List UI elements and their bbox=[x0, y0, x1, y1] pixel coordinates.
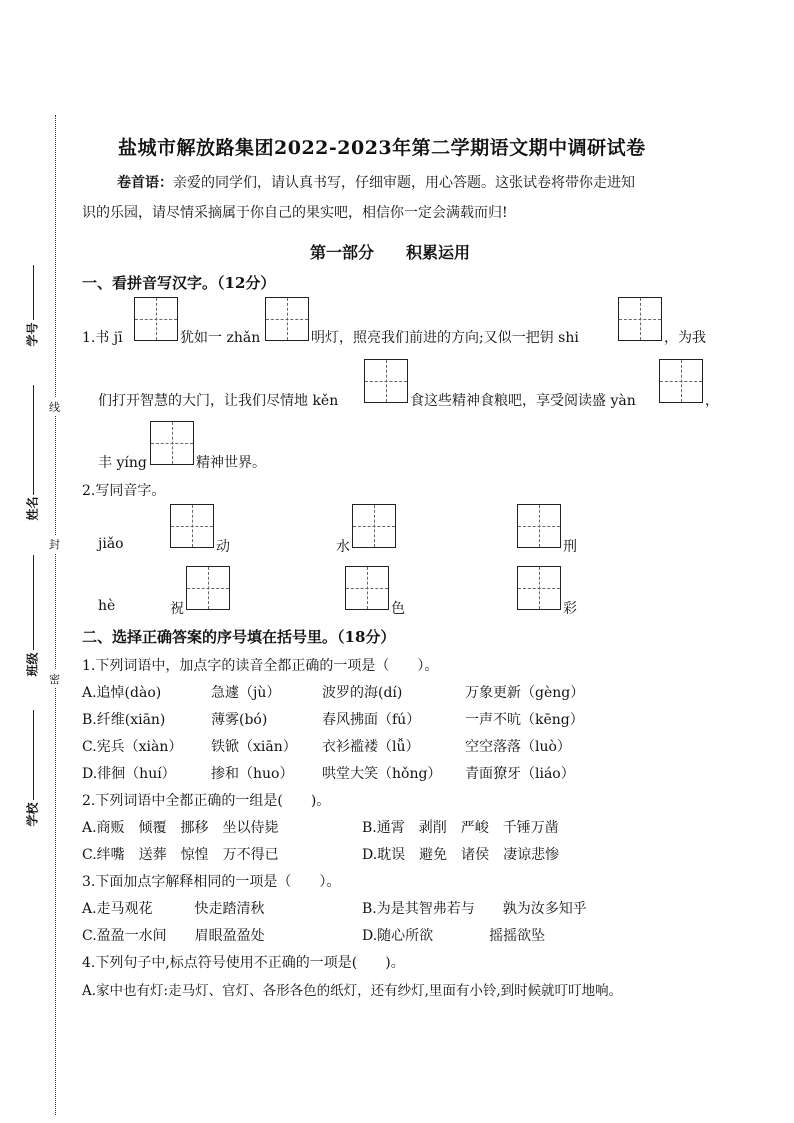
preface-line-1 bbox=[117, 172, 635, 192]
char-box-ken[interactable] bbox=[364, 359, 408, 403]
q2-row1-b-pre: 水 bbox=[336, 539, 350, 555]
s2-q1-d-2: 掺和（huo） bbox=[211, 766, 294, 782]
s2-q2-a: A.商贩 倾覆 挪移 坐以侍毙 bbox=[82, 820, 279, 836]
s2-q1-a-1: A.追悼(dào) bbox=[82, 685, 162, 701]
exam-title: 盐城市解放路集团2022-2023年第二学期语文期中调研试卷 bbox=[118, 137, 646, 159]
s2-q4-prompt: 4.下列句子中,标点符号使用不正确的一项是( )。 bbox=[82, 955, 405, 971]
s2-q1-b-2: 薄雾(bó) bbox=[211, 712, 268, 728]
char-box-jiao-3[interactable] bbox=[517, 504, 561, 548]
q1-line2-a: 们打开智慧的大门，让我们尽情地 kěn bbox=[98, 393, 339, 409]
char-box-he-2[interactable] bbox=[345, 566, 389, 610]
s2-q1-b-3: 春风拂面（fú） bbox=[322, 712, 421, 728]
char-box-yan[interactable] bbox=[659, 359, 703, 403]
name-line[interactable] bbox=[33, 385, 34, 495]
char-box-ying[interactable] bbox=[150, 421, 194, 465]
class-label: 班级 bbox=[25, 652, 40, 677]
s2-q1-b-4: 一声不吭（kēng） bbox=[465, 712, 584, 728]
seam-char-feng: 封 bbox=[49, 535, 60, 553]
s2-q2-c: C.绊嘴 送葬 惊惶 万不得已 bbox=[82, 847, 279, 863]
q2-row2-c: 彩 bbox=[563, 601, 577, 617]
q1-line3-b: 精神世界。 bbox=[196, 455, 266, 471]
seam-char-xian: 线 bbox=[49, 398, 60, 416]
s2-q1-d-4: 青面獠牙（liáo） bbox=[465, 766, 575, 782]
s2-q2-prompt: 2.下列词语中全都正确的一组是( )。 bbox=[82, 793, 331, 809]
s2-q1-a-4: 万象更新（gèng） bbox=[465, 685, 585, 701]
q2-row1-a: 动 bbox=[216, 539, 230, 555]
s2-q1-b-1: B.纤维(xiān) bbox=[82, 712, 166, 728]
s2-q1-c-1: C.宪兵（xiàn） bbox=[82, 739, 183, 755]
q1-line1-c: 明灯，照亮我们前进的方向;又似一把钥 shi bbox=[311, 330, 579, 346]
s2-q4-a: A.家中也有灯:走马灯、官灯、各形各色的纸灯，还有纱灯,里面有小铃,到时候就叮叮地响。 bbox=[82, 983, 623, 999]
q2-row1-pinyin: jiǎo bbox=[98, 536, 124, 552]
preface-text-1: 亲爱的同学们，请认真书写，仔细审题，用心答题。这张试卷将带你走进知 bbox=[173, 175, 635, 191]
seam-char-mi: 密 bbox=[49, 670, 60, 688]
q2-row2-a-pre: 祝 bbox=[170, 601, 184, 617]
char-box-ji[interactable] bbox=[134, 297, 178, 341]
section-one-heading: 一、看拼音写汉字。（12分） bbox=[82, 274, 276, 292]
s2-q1-c-4: 空空落落（luò） bbox=[465, 739, 571, 755]
s2-q3-a: A.走马观花 快走踏清秋 bbox=[82, 901, 265, 917]
s2-q1-prompt: 1.下列词语中，加点字的读音全都正确的一项是（ ）。 bbox=[82, 658, 439, 674]
s2-q1-a-3: 波罗的海(dí) bbox=[322, 685, 403, 701]
s2-q2-b: B.通霄 剥削 严峻 千锤万凿 bbox=[362, 820, 559, 836]
seal-line bbox=[55, 115, 56, 1115]
q1-line1-b: 犹如一 zhǎn bbox=[180, 330, 261, 346]
preface-line-2: 识的乐园，请尽情采摘属于你自己的果实吧，相信你一定会满载而归! bbox=[82, 205, 508, 221]
s2-q2-d: D.耽误 避免 诸侯 凄谅悲惨 bbox=[362, 847, 560, 863]
s2-q1-d-1: D.徘徊（huí） bbox=[82, 766, 176, 782]
school-label: 学校 bbox=[25, 802, 40, 827]
q2-row2-pinyin: hè bbox=[98, 598, 116, 614]
student-id-line[interactable] bbox=[33, 265, 34, 320]
char-box-jiao-1[interactable] bbox=[170, 504, 214, 548]
section-two-heading: 二、选择正确答案的序号填在括号里。（18分） bbox=[82, 628, 396, 646]
preface-label: 卷首语： bbox=[117, 175, 173, 191]
q2-row1-c: 刑 bbox=[563, 539, 577, 555]
school-line[interactable] bbox=[33, 710, 34, 800]
s2-q3-c: C.盈盈一水间 眉眼盈盈处 bbox=[82, 928, 265, 944]
char-box-he-3[interactable] bbox=[517, 566, 561, 610]
q1-line2-c: ， bbox=[705, 393, 719, 409]
char-box-zhan[interactable] bbox=[265, 297, 309, 341]
char-box-jiao-2[interactable] bbox=[352, 504, 396, 548]
q1-line1-d: ，为我 bbox=[664, 330, 706, 346]
q1-line3-a: 丰 yíng bbox=[98, 455, 147, 471]
s2-q3-b: B.为是其智弗若与 孰为汝多知乎 bbox=[362, 901, 587, 917]
q1-line2-b: 食这些精神食粮吧，享受阅读盛 yàn bbox=[410, 393, 636, 409]
name-label: 姓名 bbox=[25, 496, 40, 521]
s2-q1-c-2: 铁锨（xiān） bbox=[211, 739, 297, 755]
class-line[interactable] bbox=[33, 555, 34, 650]
q1-line1-a: 1.书 jī bbox=[82, 330, 123, 346]
student-id-label: 学号 bbox=[25, 322, 40, 347]
q2-prompt: 2.写同音字。 bbox=[82, 483, 166, 499]
q2-row2-b: 色 bbox=[391, 601, 405, 617]
char-box-he-1[interactable] bbox=[186, 566, 230, 610]
s2-q3-prompt: 3.下面加点字解释相同的一项是（ ）。 bbox=[82, 874, 341, 890]
s2-q3-d: D.随心所欲 摇摇欲坠 bbox=[362, 928, 546, 944]
s2-q1-a-2: 急遽（jù） bbox=[211, 685, 281, 701]
char-box-shi[interactable] bbox=[618, 297, 662, 341]
s2-q1-c-3: 衣衫褴褛（lǚ） bbox=[322, 739, 420, 755]
s2-q1-d-3: 哄堂大笑（hǒng） bbox=[322, 766, 442, 782]
part-one-title: 第一部分 积累运用 bbox=[310, 243, 471, 262]
